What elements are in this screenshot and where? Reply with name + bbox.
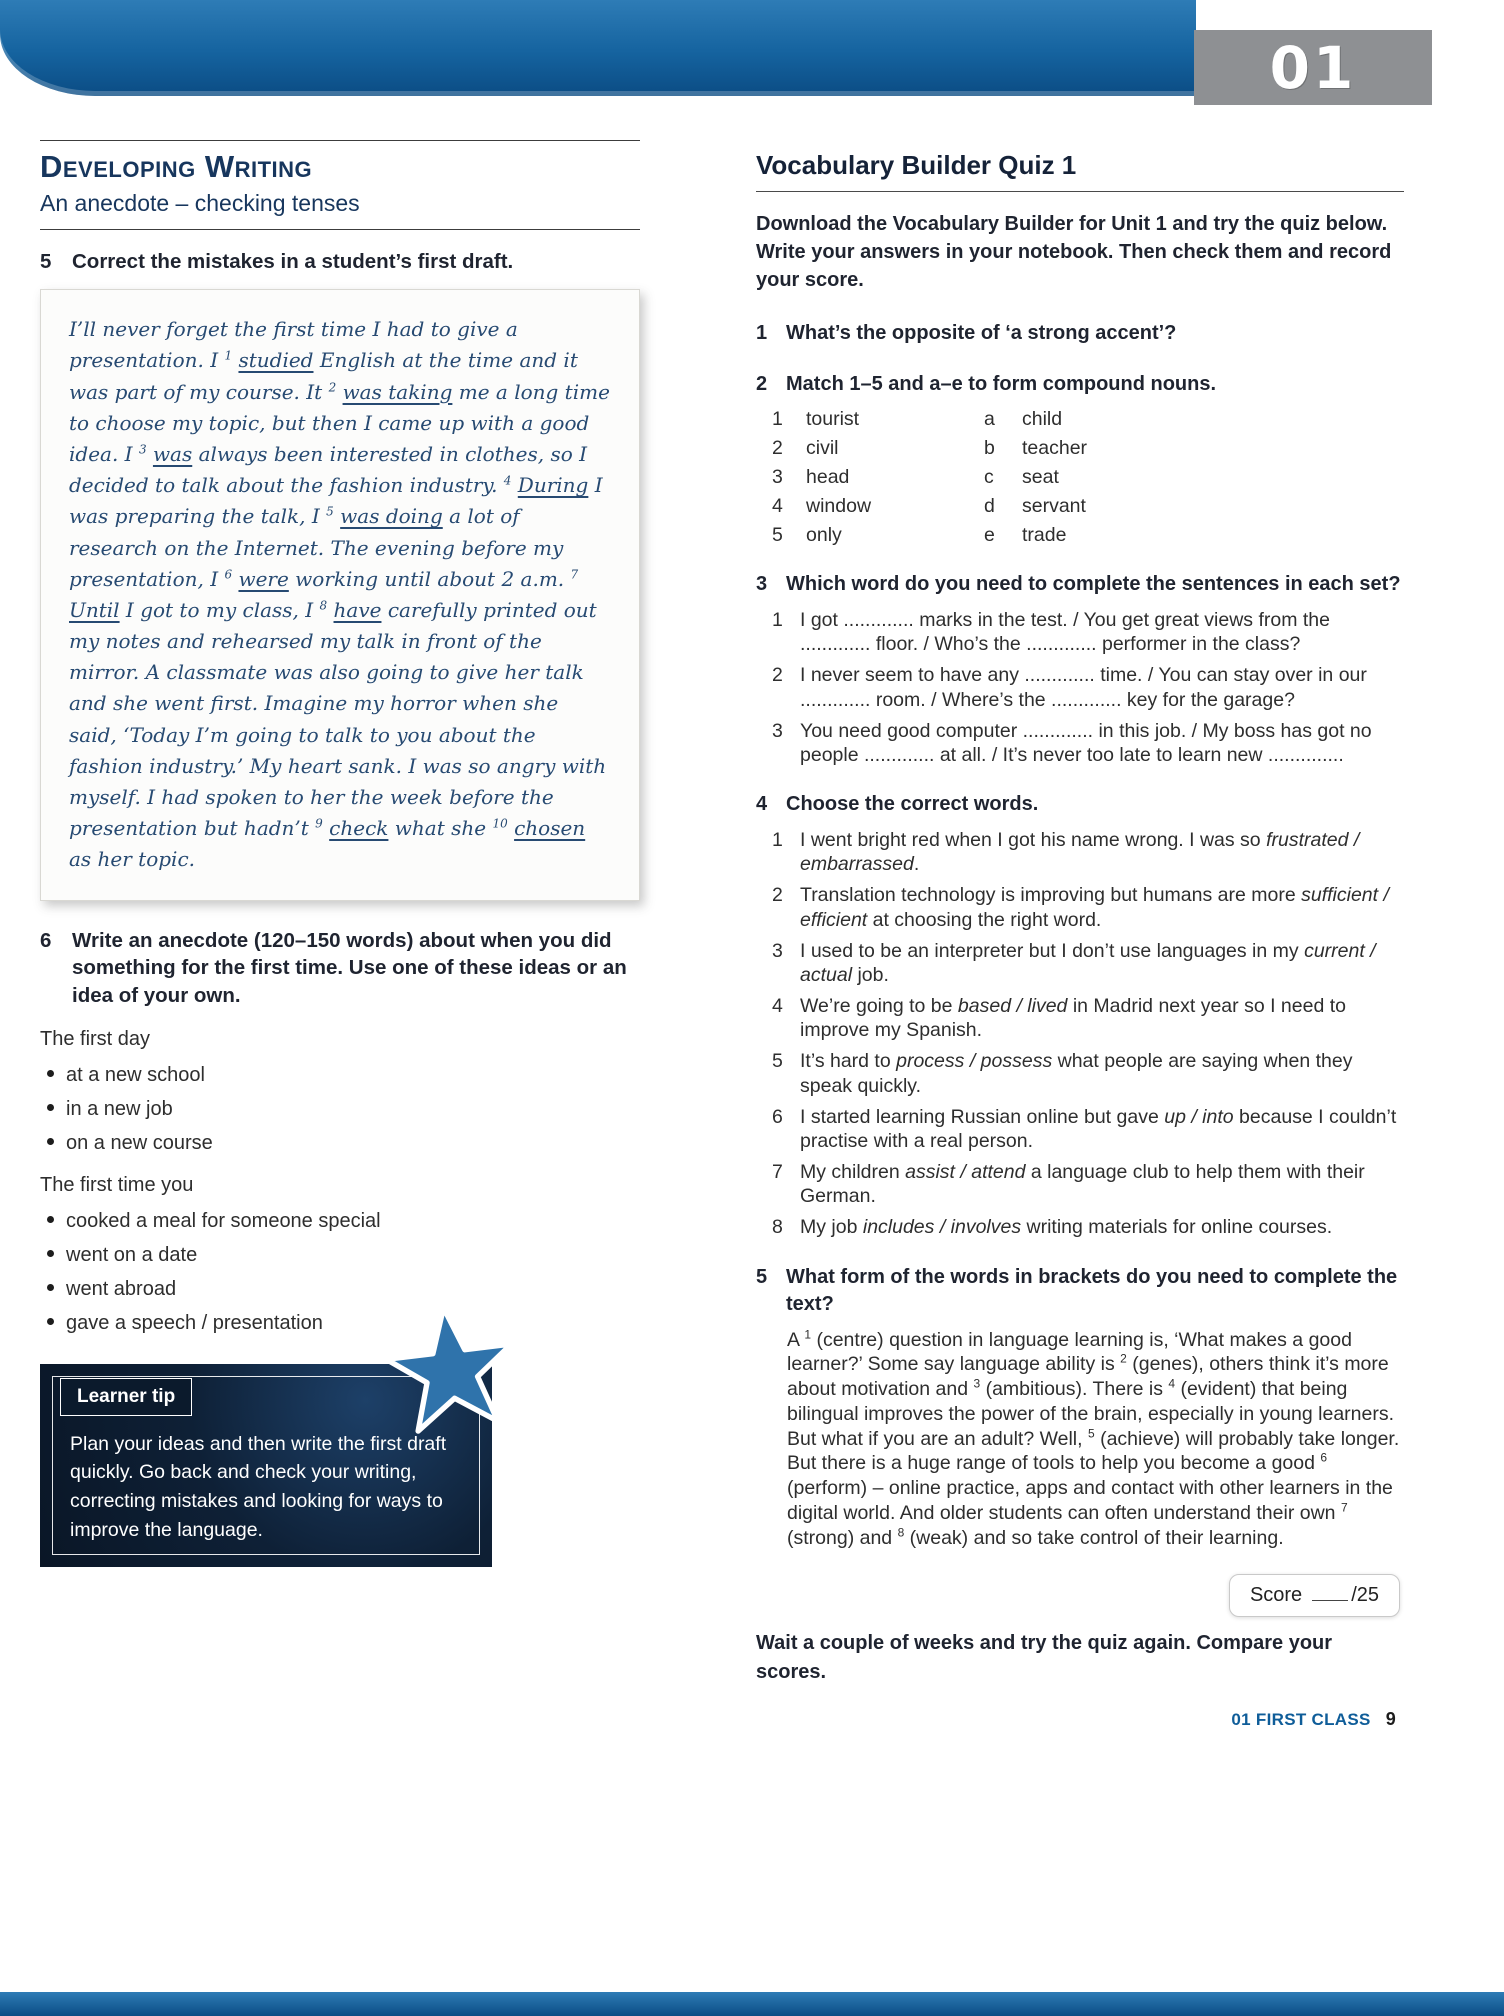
item-number: 2 [772, 664, 783, 687]
text-run: My children [800, 1161, 906, 1184]
text-run: (achieve) will probably take longer. But there is a huge range of tools to help you become a good [787, 1427, 1400, 1475]
match-word-right: servant [1022, 495, 1086, 517]
list-item: went on a date [40, 1243, 640, 1268]
question-3-items [772, 608, 1404, 767]
heading-rule-bottom [40, 229, 640, 230]
item-text: You need good computer ............. in this job. / My boss has got no people ............. at all. / It’s never too late to learn new .............. [800, 719, 1372, 766]
section-title: Developing Writing [40, 149, 313, 184]
italic-choice: frustrated / embarrassed [800, 829, 1360, 876]
heading-rule-top [40, 140, 640, 141]
item-text [800, 1105, 1404, 1153]
italic-choice: current / actual [800, 939, 1376, 986]
superscript-number: 8 [897, 1525, 905, 1540]
text-run: I went bright red when I got his name wrong. I was so [800, 829, 1267, 852]
underlined-word: was taking [342, 379, 453, 404]
idea-list-first-time [40, 1209, 640, 1336]
right-column [756, 150, 1404, 1730]
text-run: It’s hard to [800, 1050, 897, 1073]
question-5-paragraph [787, 1328, 1404, 1551]
question-4-items [772, 828, 1404, 1240]
superscript-number: 7 [570, 567, 579, 582]
text-run: always been interested in clothes, so I decided to talk about the fashion industry. [69, 441, 588, 498]
quiz-item [772, 1215, 1404, 1239]
underlined-word: Until [69, 597, 120, 622]
quiz-outro: Wait a couple of weeks and try the quiz again. Compare your scores. [756, 1632, 1333, 1684]
match-number: 4 [772, 495, 783, 517]
italic-choice: up / into [1164, 1105, 1234, 1128]
text-run: Translation technology is improving but humans are more [800, 884, 1302, 907]
text-run: working until about 2 a.m. [288, 566, 571, 591]
text-run: job. [852, 963, 889, 986]
question-text: What form of the words in brackets do you need to complete the text? [786, 1265, 1398, 1315]
question-text: Match 1–5 and a–e to form compound nouns. [786, 373, 1217, 395]
footer-unit: 01 [1231, 1710, 1251, 1730]
superscript-number: 1 [804, 1327, 812, 1342]
superscript-number: 5 [326, 504, 334, 519]
item-text: I never seem to have any ............. time. / You can stay over in our ............. room. / Where’s the ............. key for the garage? [800, 664, 1367, 711]
superscript-number: 2 [328, 379, 337, 394]
match-word-right: seat [1022, 466, 1059, 488]
unit-number-box [1194, 30, 1432, 105]
score-max: /25 [1351, 1584, 1379, 1607]
underlined-word: have [333, 597, 382, 622]
match-word-left: head [806, 466, 850, 488]
quiz-item [772, 608, 1404, 656]
quiz-item [772, 994, 1404, 1042]
superscript-number: 4 [503, 473, 512, 488]
match-word-left: only [806, 524, 842, 546]
italic-choice: process / possess [896, 1050, 1053, 1073]
page-footer [756, 1709, 1396, 1730]
item-number: 8 [772, 1216, 783, 1239]
item-number: 4 [772, 995, 783, 1018]
match-letter: a [984, 408, 995, 430]
question-3-heading [756, 571, 1404, 598]
superscript-number: 1 [224, 348, 233, 363]
learner-tip-box [40, 1364, 492, 1567]
question-number: 3 [756, 573, 768, 595]
superscript-number: 5 [1087, 1426, 1095, 1441]
match-letter: c [984, 466, 994, 488]
text-run: (evident) that being bilingual improves the power of the brain, especially in young learners. But what if you are an adult? Well, [787, 1378, 1395, 1450]
score-blank [1312, 1586, 1348, 1601]
superscript-number: 3 [138, 442, 147, 457]
left-column [40, 140, 640, 1567]
item-text [800, 1160, 1404, 1208]
quiz-item [772, 663, 1404, 711]
match-number: 2 [772, 437, 783, 459]
exercise-instruction: Write an anecdote (120–150 words) about when you did something for the first time. Use one of these ideas or an idea of your own. [72, 928, 627, 1007]
superscript-number: 6 [1320, 1450, 1328, 1465]
match-letter: b [984, 437, 995, 459]
italic-choice: based / lived [957, 995, 1068, 1018]
underlined-word: chosen [514, 816, 586, 841]
text-run: (ambitious). There is [980, 1378, 1169, 1401]
quiz-item [772, 1049, 1404, 1097]
text-run: I got to my class, I [119, 597, 320, 622]
match-word-right: teacher [1022, 437, 1088, 459]
score-label: Score [1249, 1584, 1303, 1607]
question-4-heading [756, 791, 1404, 818]
item-text [800, 994, 1404, 1042]
learner-tip-text: Plan your ideas and then write the first draft quickly. Go back and check your writing, correcting mistakes and looking for ways to improve the language. [70, 1432, 447, 1542]
text-run: My job [800, 1216, 863, 1239]
match-word-right: child [1022, 408, 1063, 430]
item-number: 3 [772, 939, 783, 962]
match-word-left: tourist [806, 408, 860, 430]
superscript-number: 2 [1120, 1351, 1127, 1366]
question-text: Which word do you need to complete the sentences in each set? [786, 573, 1401, 595]
match-number: 3 [772, 466, 783, 488]
underlined-word: During [517, 473, 589, 498]
text-run: I started learning Russian online but gave [800, 1105, 1165, 1128]
question-5-heading [756, 1264, 1404, 1318]
item-number: 1 [772, 609, 783, 631]
text-run: carefully printed out my notes and rehearsed my talk in front of the mirror. A classmate was also going to give her talk and she went first. Imagine my horror when she said, ‘Today I’m going to talk to you about the fashion industry.’ My heart sank. I was so angry with myself. I had spoken to her the week before the presentation but hadn’t [69, 597, 607, 841]
quiz-item [772, 883, 1404, 931]
superscript-number: 10 [492, 816, 508, 831]
underlined-word: was doing [340, 504, 443, 529]
underlined-word: check [329, 816, 389, 841]
question-number: 1 [756, 322, 768, 344]
text-run: I’ll never forget the first time I had to give a presentation. I [69, 317, 518, 373]
item-text: I got ............. marks in the test. / You get great views from the ............. floor. / Who’s the ............. performer in the class? [800, 609, 1330, 656]
question-number: 4 [756, 793, 768, 816]
match-letter: e [984, 524, 995, 546]
item-number: 5 [772, 1050, 783, 1073]
item-text [800, 883, 1404, 931]
matching-exercise [772, 408, 1404, 547]
underlined-word: were [238, 566, 289, 591]
text-run: what people are saying when they speak quickly. [800, 1050, 1353, 1097]
quiz-title: Vocabulary Builder Quiz 1 [756, 150, 1404, 192]
match-number: 5 [772, 524, 783, 546]
score-box [1229, 1574, 1400, 1617]
italic-choice: assist / attend [905, 1161, 1026, 1184]
item-text [800, 939, 1404, 987]
text-run: writing materials for online courses. [1021, 1216, 1333, 1239]
text-run: . [913, 853, 920, 876]
item-number: 2 [772, 884, 783, 907]
text-run: what she [388, 816, 493, 841]
text-run: a language club to help them with their German. [800, 1161, 1365, 1208]
idea-list-first-day [40, 1063, 640, 1156]
text-run: (strong) and [787, 1526, 898, 1549]
item-text [800, 828, 1404, 876]
section-subtitle: An anecdote – checking tenses [40, 189, 360, 216]
text-run: a lot of research on the Internet. The evening before my presentation, I [69, 504, 564, 591]
exercise-number: 5 [40, 249, 52, 273]
match-word-left: window [806, 495, 872, 517]
item-number: 3 [772, 719, 783, 742]
question-number: 5 [756, 1265, 768, 1288]
question-number: 2 [756, 373, 768, 395]
quiz-item [772, 719, 1404, 767]
text-run: (perform) – online practice, apps and contact with other learners in the digital world. And older students can often understand their own [787, 1477, 1393, 1524]
footer-page-number: 9 [1385, 1709, 1396, 1730]
item-text [800, 1049, 1404, 1097]
quiz-item [772, 1105, 1404, 1153]
question-2-heading [756, 371, 1404, 398]
item-text [800, 1215, 1332, 1239]
item-number: 1 [772, 829, 783, 852]
text-run: I was preparing the talk, I [69, 473, 603, 529]
underlined-word: was [152, 441, 193, 466]
match-word-left: civil [806, 437, 839, 459]
question-text: What’s the opposite of ‘a strong accent’? [786, 322, 1177, 344]
quiz-item [772, 939, 1404, 987]
learner-tip-label: Learner tip [60, 1378, 192, 1416]
question-text: Choose the correct words. [786, 793, 1039, 816]
list-item: went abroad [40, 1277, 640, 1302]
match-letter: d [984, 495, 995, 517]
exercise-instruction: Correct the mistakes in a student’s first draft. [72, 249, 514, 273]
list-item: cooked a meal for someone special [40, 1209, 640, 1234]
quiz-item [772, 1160, 1404, 1208]
list-item: gave a speech / presentation [40, 1311, 640, 1336]
text-run: English at the time and it was part of my course. It [69, 348, 578, 404]
superscript-number: 3 [973, 1376, 981, 1391]
list-item: in a new job [40, 1097, 640, 1122]
superscript-number: 4 [1168, 1376, 1176, 1391]
score-row [756, 1574, 1400, 1617]
match-number: 1 [772, 408, 783, 430]
superscript-number: 9 [315, 816, 323, 831]
unit-number: 01 [1269, 33, 1357, 102]
superscript-number: 8 [319, 598, 328, 613]
quiz-intro: Download the Vocabulary Builder for Unit 1 and try the quiz below. Write your answers in your notebook. Then check them and record your score. [756, 213, 1392, 291]
idea-group-title: The first day [40, 1027, 151, 1050]
text-run: I used to be an interpreter but I don’t use languages in my [800, 939, 1305, 962]
text-run: at choosing the right word. [867, 908, 1102, 931]
text-run: A [787, 1328, 805, 1351]
question-1-heading [756, 320, 1404, 347]
header-band [0, 0, 1196, 96]
quiz-item [772, 828, 1404, 876]
footer-series: FIRST CLASS [1255, 1710, 1371, 1730]
text-run: me a long time to choose my topic, but then I came up with a good idea. I [69, 379, 610, 466]
exercise-6-heading [40, 927, 640, 1010]
item-number: 6 [772, 1105, 783, 1128]
match-word-right: trade [1022, 524, 1067, 546]
list-item: on a new course [40, 1131, 640, 1156]
text-run: (genes), others think it’s more about motivation and [787, 1353, 1389, 1401]
star-icon [376, 1294, 525, 1443]
list-item: at a new school [40, 1063, 640, 1088]
italic-choice: sufficient / efficient [800, 884, 1389, 931]
exercise-number: 6 [40, 928, 52, 952]
text-run: We’re going to be [800, 995, 958, 1018]
idea-group-title: The first time you [40, 1173, 194, 1196]
exercise-5-heading [40, 248, 640, 276]
student-draft [40, 289, 640, 900]
text-run: as her topic. [69, 847, 196, 872]
text-run: because I couldn’t practise with a real person. [800, 1105, 1397, 1152]
footer-band [0, 1992, 1504, 2016]
text-run: (weak) and so take control of their learning. [904, 1526, 1284, 1549]
text-run: in Madrid next year so I need to improve my Spanish. [800, 995, 1346, 1042]
superscript-number: 6 [224, 567, 233, 582]
superscript-number: 7 [1340, 1500, 1348, 1515]
underlined-word: studied [238, 348, 314, 373]
italic-choice: includes / involves [862, 1216, 1022, 1239]
item-number: 7 [772, 1161, 783, 1184]
text-run: (centre) question in language learning is, ‘What makes a good learner?’ Some say language ability is [787, 1328, 1352, 1376]
